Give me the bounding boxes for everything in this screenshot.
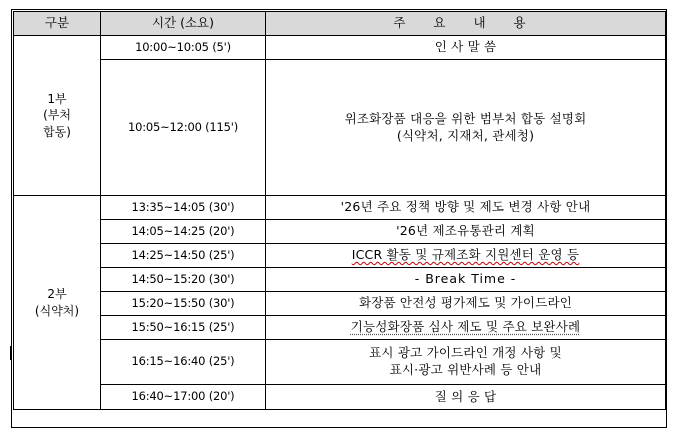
section-part1	[14, 36, 101, 196]
section-label: (식약처)	[34, 303, 80, 318]
schedule-table	[13, 11, 666, 410]
content-cell: 인 사 말 씀	[266, 36, 666, 60]
table-row	[14, 244, 666, 268]
content-cell: 질 의 응 답	[266, 385, 666, 410]
time-cell: 13:35~14:05 (30')	[101, 196, 266, 220]
time-cell: 16:15~16:40 (25')	[101, 340, 266, 385]
time-cell: 10:05~12:00 (115')	[101, 60, 266, 196]
content-cell: '26년 주요 정책 방향 및 제도 변경 사항 안내	[266, 196, 666, 220]
margin-tick	[10, 346, 11, 360]
table-row	[14, 60, 666, 196]
section-part2	[14, 196, 101, 410]
content-cell: - Break Time -	[266, 268, 666, 292]
content-line: 표시 광고 가이드라인 개정 사항 및	[369, 345, 562, 361]
content-line: 표시·광고 위반사례 등 안내	[389, 362, 542, 377]
content-line: 기능성화장품 심사 제도 및 주요 보완사례	[350, 319, 581, 335]
content-cell: 화장품 안전성 평가제도 및 가이드라인	[266, 292, 666, 316]
table-row	[14, 220, 666, 244]
section-label: 1부	[47, 92, 67, 107]
header-row	[14, 12, 666, 36]
table-row	[14, 340, 666, 385]
content-cell: '26년 제조유통관리 계획	[266, 220, 666, 244]
table-row	[14, 196, 666, 220]
time-cell: 15:20~15:50 (30')	[101, 292, 266, 316]
time-cell: 14:25~14:50 (25')	[101, 244, 266, 268]
time-cell: 14:05~14:25 (20')	[101, 220, 266, 244]
content-cell	[266, 60, 666, 196]
content-line: 위조화장품 대응을 위한 범부처 합동 설명회	[344, 110, 587, 126]
time-cell: 15:50~16:15 (25')	[101, 316, 266, 340]
table-row	[14, 385, 666, 410]
header-content: 주 요 내 용	[266, 12, 666, 36]
table-row	[14, 292, 666, 316]
time-cell: 14:50~15:20 (30')	[101, 268, 266, 292]
section-label: (부처	[43, 108, 71, 123]
content-line: ICCR 활동 및 규제조화 지원센터 운영 등	[351, 247, 580, 263]
header-section: 구분	[14, 12, 101, 36]
section-label: 2부	[47, 287, 67, 302]
content-cell	[266, 244, 666, 268]
time-cell: 16:40~17:00 (20')	[101, 385, 266, 410]
content-line: (식약처, 지재처, 관세청)	[396, 127, 535, 143]
content-cell	[266, 340, 666, 385]
header-time: 시간 (소요)	[101, 12, 266, 36]
time-cell: 10:00~10:05 (5')	[101, 36, 266, 60]
table-row	[14, 316, 666, 340]
table-row	[14, 268, 666, 292]
section-label: 합동)	[43, 124, 71, 139]
content-cell	[266, 316, 666, 340]
table-row	[14, 36, 666, 60]
